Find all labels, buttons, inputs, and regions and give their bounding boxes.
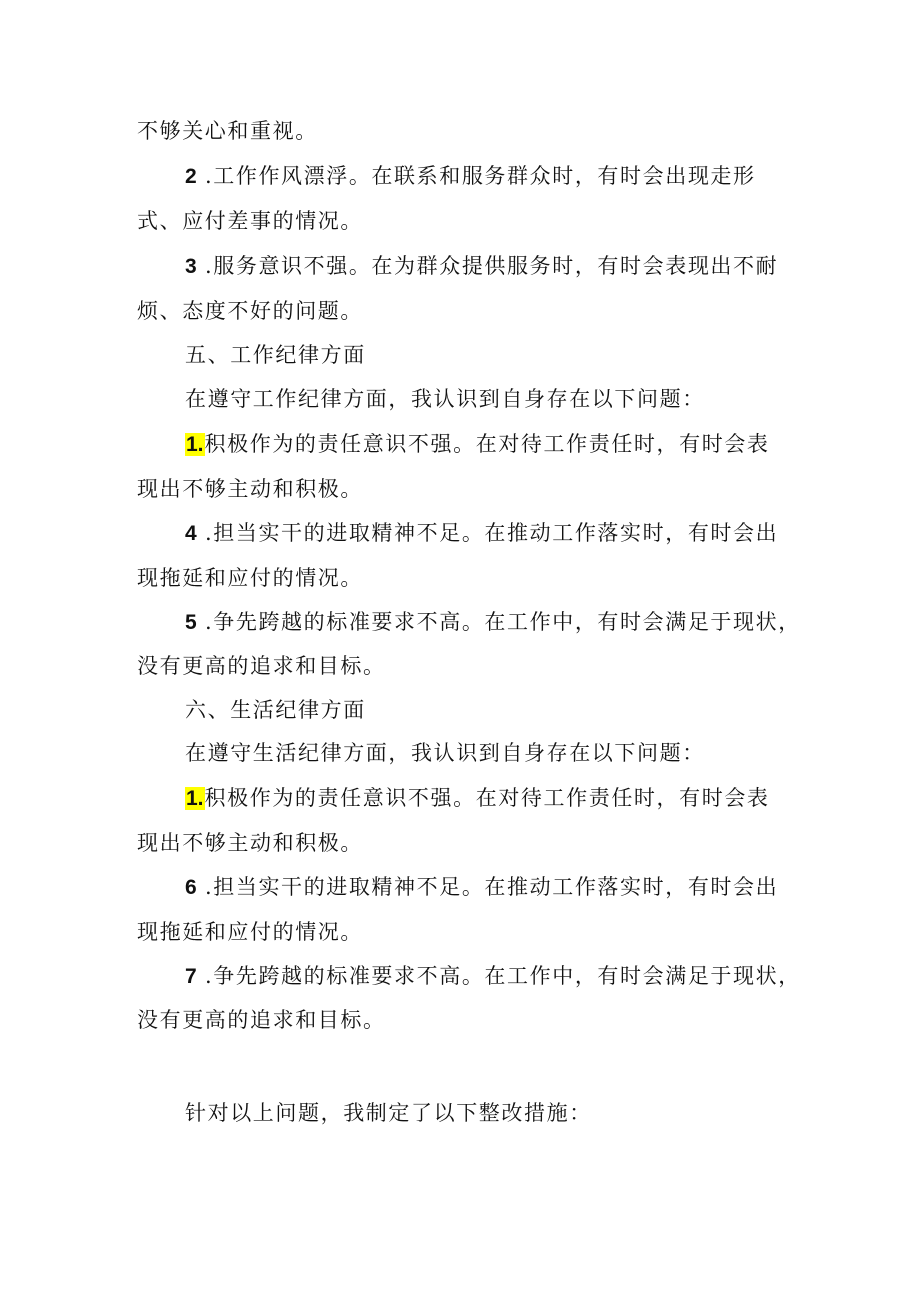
paragraph-line	[137, 116, 318, 146]
list-number: 4	[185, 522, 197, 545]
line-text: 现拖延和应付的情况。	[137, 566, 363, 590]
line-text: 现出不够主动和积极。	[137, 831, 363, 855]
highlighted-list-number: 1.	[186, 787, 204, 810]
list-item-line	[185, 783, 770, 813]
list-item-line	[185, 961, 801, 991]
list-item-line	[185, 518, 778, 548]
line-text: 现拖延和应付的情况。	[137, 920, 363, 944]
section-heading	[185, 340, 366, 370]
paragraph-line	[137, 296, 363, 326]
heading-text: 六、生活纪律方面	[185, 698, 366, 722]
paragraph-line	[137, 651, 386, 681]
list-item-line	[185, 251, 778, 281]
line-text: 在遵守生活纪律方面，我认识到自身存在以下问题：	[185, 741, 705, 765]
line-text: 烦、态度不好的问题。	[137, 299, 363, 323]
paragraph-line	[137, 563, 363, 593]
line-text: 不够关心和重视。	[137, 119, 318, 143]
line-text: 在遵守工作纪律方面，我认识到自身存在以下问题：	[185, 387, 705, 411]
line-text: 没有更高的追求和目标。	[137, 654, 386, 678]
highlighted-list-number: 1.	[186, 433, 204, 456]
list-number: 2	[185, 165, 197, 188]
list-number: 6	[185, 876, 197, 899]
heading-text: 五、工作纪律方面	[185, 343, 366, 367]
paragraph-line	[137, 474, 363, 504]
line-text: 现出不够主动和积极。	[137, 477, 363, 501]
list-item-line	[185, 161, 756, 191]
line-text: 积极作为的责任意识不强。在对待工作责任时，有时会表	[204, 432, 770, 456]
paragraph-line	[185, 738, 705, 768]
list-item-line	[185, 872, 778, 902]
list-number: 7	[185, 965, 197, 988]
line-text: 没有更高的追求和目标。	[137, 1008, 386, 1032]
paragraph-line	[185, 1098, 592, 1128]
line-text: 式、应付差事的情况。	[137, 209, 363, 233]
line-text: .担当实干的进取精神不足。在推动工作落实时，有时会出	[196, 521, 779, 545]
line-text: 针对以上问题，我制定了以下整改措施：	[185, 1101, 592, 1125]
paragraph-line	[137, 917, 363, 947]
paragraph-line	[137, 828, 363, 858]
list-number: 3	[185, 255, 197, 278]
line-text: .争先跨越的标准要求不高。在工作中，有时会满足于现状，	[196, 610, 801, 634]
line-text: .服务意识不强。在为群众提供服务时，有时会表现出不耐	[196, 254, 779, 278]
paragraph-line	[137, 206, 363, 236]
paragraph-line	[185, 384, 705, 414]
line-text: .工作作风漂浮。在联系和服务群众时，有时会出现走形	[196, 164, 756, 188]
list-item-line	[185, 607, 801, 637]
paragraph-line	[137, 1005, 386, 1035]
line-text: 积极作为的责任意识不强。在对待工作责任时，有时会表	[204, 786, 770, 810]
line-text: .争先跨越的标准要求不高。在工作中，有时会满足于现状，	[196, 964, 801, 988]
section-heading	[185, 695, 366, 725]
list-item-line	[185, 429, 770, 459]
list-number: 5	[185, 611, 197, 634]
line-text: .担当实干的进取精神不足。在推动工作落实时，有时会出	[196, 875, 779, 899]
